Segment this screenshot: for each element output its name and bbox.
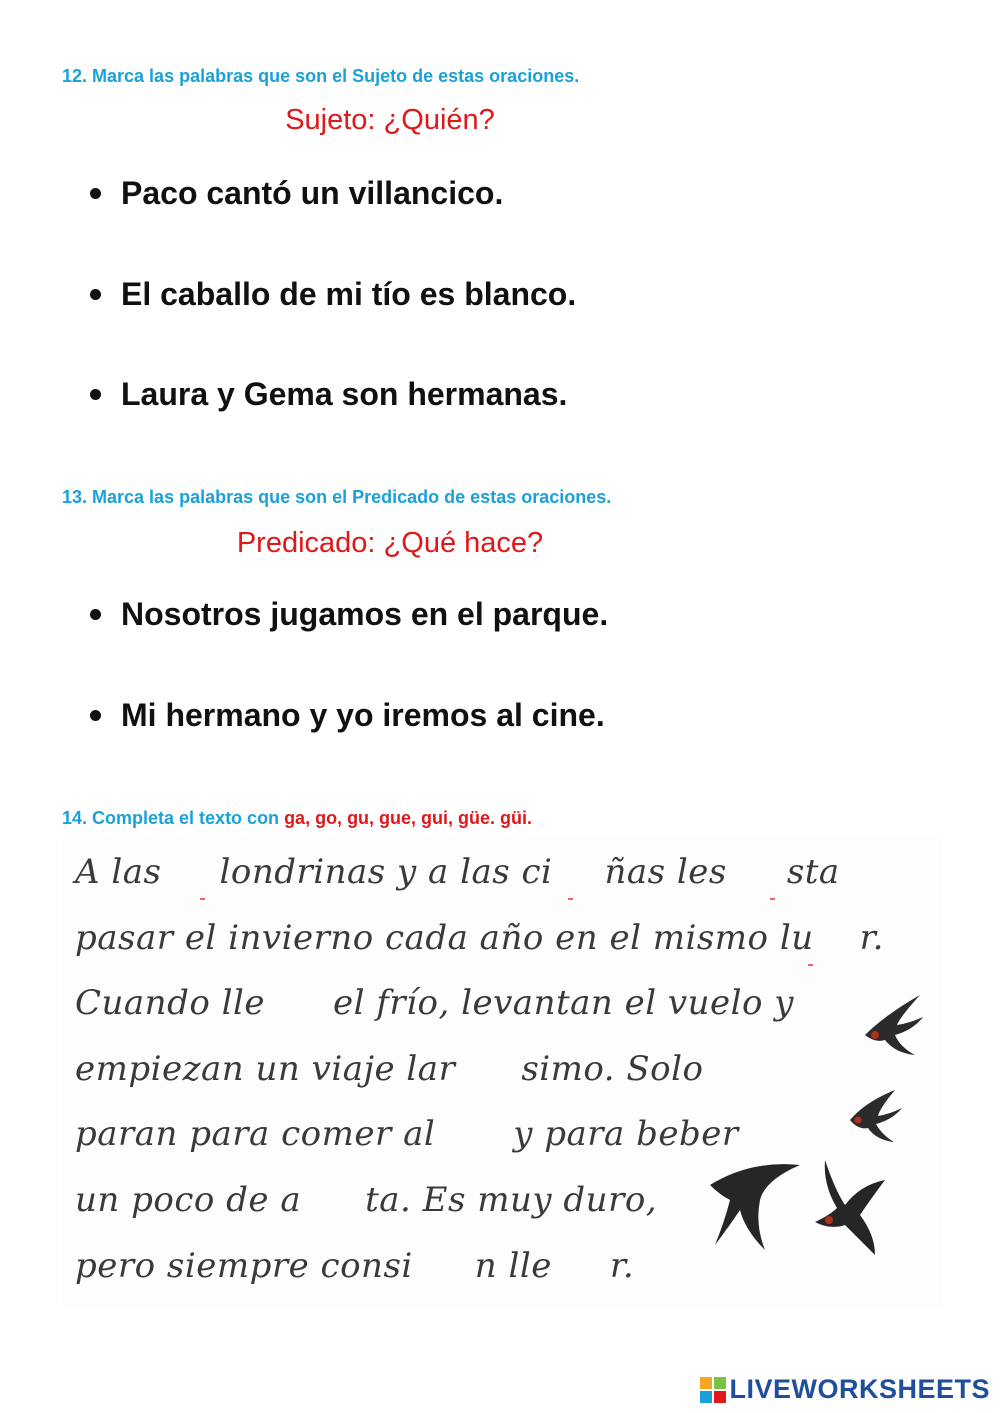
sentence-item[interactable] [90, 376, 567, 413]
blank-marker [200, 898, 205, 900]
swallow-bird-icon [815, 1160, 885, 1255]
text-fragment: y para beber [513, 1114, 739, 1154]
cursive-line [75, 983, 794, 1023]
text-fragment: pasar el invierno cada año en el mismo lu [75, 918, 814, 958]
text-fragment: paran para comer al [75, 1114, 436, 1154]
cursive-line [75, 1114, 739, 1154]
text-fragment: un poco de a [75, 1180, 302, 1220]
footer-brand-text: LIVEWORKSHEETS [729, 1374, 990, 1404]
blank-marker [770, 898, 775, 900]
text-fragment: el frío, levantan el vuelo y [333, 983, 794, 1023]
text-fragment: ta. Es muy duro, [365, 1180, 658, 1220]
swallows-illustration [690, 985, 950, 1265]
sentence-item[interactable] [90, 697, 605, 734]
sentence-text[interactable]: El caballo de mi tío es blanco. [121, 276, 577, 312]
sentence-text[interactable]: Laura y Gema son hermanas. [121, 376, 568, 412]
instruction-options: ga, go, gu, gue, gui, güe. güi. [284, 808, 533, 828]
cursive-line [75, 1180, 657, 1220]
bullet-icon [90, 389, 101, 400]
bullet-icon [90, 609, 101, 620]
bullet-icon [90, 289, 101, 300]
exercise-14-instruction [62, 808, 532, 829]
blank-marker [808, 964, 813, 966]
text-fragment: simo. Solo [521, 1049, 704, 1089]
blank-marker [568, 898, 573, 900]
text-fragment: ñas les [604, 852, 727, 892]
bullet-icon [90, 188, 101, 199]
text-fragment: A las [75, 852, 162, 892]
sentence-item[interactable] [90, 276, 576, 313]
liveworksheets-logo-icon [700, 1377, 726, 1403]
footer-brand[interactable] [700, 1374, 990, 1405]
text-fragment: empiezan un viaje lar [75, 1049, 456, 1089]
bullet-icon [90, 710, 101, 721]
instruction-prefix: 14. Completa el texto con [62, 808, 285, 828]
cursive-line [75, 918, 884, 958]
text-fragment: londrinas y a las ci [219, 852, 553, 892]
sentence-item[interactable] [90, 175, 503, 212]
exercise-12-instruction: 12. Marca las palabras que son el Sujeto de estas oraciones. [62, 66, 580, 86]
text-fragment: n lle [474, 1246, 552, 1286]
sentence-item[interactable] [90, 596, 608, 633]
sentence-text[interactable]: Nosotros jugamos en el parque. [121, 596, 609, 632]
exercise-13-instruction: 13. Marca las palabras que son el Predicado de estas oraciones. [62, 487, 612, 507]
exercise-13-subtitle: Predicado: ¿Qué hace? [236, 527, 544, 559]
text-fragment: Cuando lle [75, 983, 265, 1023]
cursive-line [75, 1246, 634, 1286]
swallow-bird-icon [710, 1164, 800, 1250]
text-fragment: sta [786, 852, 840, 892]
cursive-line [75, 852, 840, 892]
swallow-bird-icon [850, 1090, 902, 1142]
text-fragment: r. [609, 1246, 635, 1286]
sentence-text[interactable]: Paco cantó un villancico. [121, 175, 504, 211]
swallow-bird-icon [865, 995, 923, 1055]
text-fragment: pero siempre consi [75, 1246, 413, 1286]
sentence-text[interactable]: Mi hermano y yo iremos al cine. [121, 697, 605, 733]
cursive-line [75, 1049, 704, 1089]
exercise-12-subtitle: Sujeto: ¿Quién? [285, 104, 495, 136]
text-fragment: r. [859, 918, 884, 958]
